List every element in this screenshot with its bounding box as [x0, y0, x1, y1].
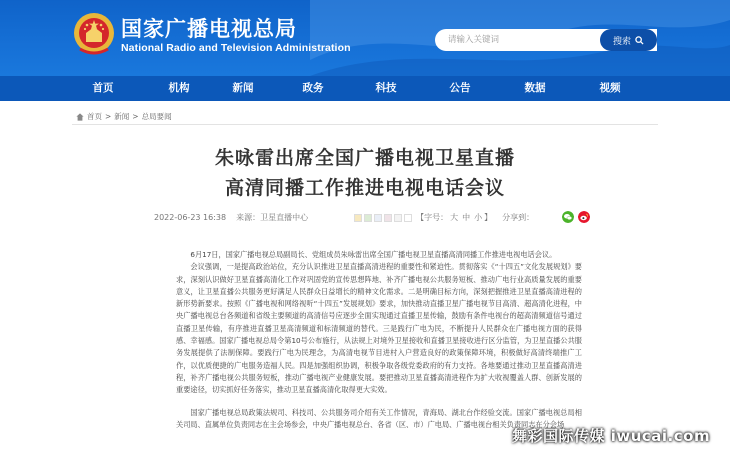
color-chip-pink[interactable]: [384, 214, 392, 222]
font-size-large[interactable]: 大: [450, 213, 459, 222]
breadcrumb-divider: [72, 124, 658, 125]
article-paragraph: 国家广播电视总局政策法规司、科技司、公共服务司介绍有关工作情况，青海局、湖北台作经验交流。国家广播电视总局相关司局、直属单位负责同志在主会场参会，中央广播电视总台、各省（区、市）广电局、广播电视台相关负责同志在分会场: [176, 407, 582, 429]
color-chip-white[interactable]: [404, 214, 412, 222]
nav-item-video[interactable]: 视频: [599, 82, 621, 94]
color-chip-yellow[interactable]: [354, 214, 362, 222]
nav-item-organization[interactable]: 机构: [168, 82, 190, 94]
font-size-medium[interactable]: 中: [462, 213, 471, 222]
share-label: 分享到：: [502, 213, 535, 222]
site-name-chinese[interactable]: 国家广播电视总局: [121, 17, 297, 41]
search-input[interactable]: [448, 31, 598, 49]
font-size-small[interactable]: 小: [474, 213, 483, 222]
article-paragraph: 会议强调，一是提高政治站位，充分认识推进卫星直播高清进程的重要性和紧迫性。贯彻落实《“十四五”文化发展规划》要求，深刻认识做好卫星直播高清化工作对巩固党的宣传思想阵地、补齐广播电视公共服务短板、推动广电行业高质量发展的重要意义，让卫星直播公共服务更好满足人民群众日益增长的精神文化需求。二是明确目标方向，深刻把握推进卫星直播高清进程的新形势新要求。按照《广播电视和网络视听“十四五”发展规划》要求，加快推动直播卫星广播电视节目高清、超高清化进程，中央广播电视总台各频道和省级主要频道的高清信号应逐步全面实现通过直播卫星传输，鼓励有条件电视台的超高清频道信号通过直播卫星传输，有序推进直播卫星高清频道和标清频道的替代。三是践行广电为民，不断提升人民群众在广播电视方面的获得感、幸福感。国家广播电视总局令第10号公布施行，从法规上对境外卫星接收和直播卫星接收进行区分监管，为卫星直播公共服务发展提供了法制保障。要践行广电为民理念，为高清电视节目进村入户营造良好的政策保障环境，积极做好高清终端推广工作，以优质便捷的广电服务造福人民。四是加强组织协调，积极争取各级党委政府的有力支持。各地要通过推动卫星直播高清进程，补齐广播电视公共服务短板，推动广播电视产业健康发展。要把推动卫星直播高清进程作为扩大收视覆盖人群、创新发展的重要途径，切实抓好任务落实，推动卫星直播高清化取得更大实效。: [176, 262, 582, 395]
breadcrumb-home[interactable]: 首页: [87, 112, 102, 121]
background-color-picker: [354, 214, 412, 222]
breadcrumb-nrta-news[interactable]: 总局要闻: [141, 112, 172, 121]
wechat-share-icon[interactable]: [562, 211, 574, 223]
breadcrumb-separator: >: [132, 112, 139, 121]
national-emblem-icon[interactable]: [72, 11, 116, 57]
article-paragraph: 6月17日，国家广播电视总局副局长、党组成员朱咏雷出席全国广播电视卫星直播高清同播工作推进电视电话会议。: [190, 250, 557, 259]
article-title-line-2: 高清同播工作推进电视电话会议: [224, 177, 505, 199]
font-size-control: [416, 212, 492, 223]
breadcrumb-separator: >: [105, 112, 112, 121]
article-source: 来源：卫星直播中心: [236, 213, 309, 222]
article-body: [176, 249, 582, 431]
color-chip-grey[interactable]: [394, 214, 402, 222]
site-name-english[interactable]: National Radio and Television Administration: [121, 42, 351, 54]
article-title-line-1: 朱咏雷出席全国广播电视卫星直播: [214, 147, 515, 169]
font-size-label: 【字号：: [416, 213, 449, 222]
main-nav: [0, 76, 730, 101]
search-button-label: 搜索: [612, 36, 631, 47]
nav-item-technology[interactable]: 科技: [375, 82, 397, 94]
home-icon: [76, 113, 84, 121]
color-chip-blue[interactable]: [374, 214, 382, 222]
nav-item-announcements[interactable]: 公告: [449, 82, 471, 94]
article-date: 2022-06-23 16:38: [154, 213, 227, 222]
weibo-share-icon[interactable]: [578, 211, 590, 223]
nav-item-data[interactable]: 数据: [524, 82, 546, 94]
nav-item-home[interactable]: 首页: [92, 82, 114, 94]
watermark-text: 舞彩国际传媒 iwucai.com: [512, 427, 711, 445]
breadcrumb: [76, 111, 172, 122]
font-size-end: 】: [484, 213, 493, 222]
nav-item-news[interactable]: 新闻: [232, 82, 254, 94]
nav-item-government-affairs[interactable]: 政务: [302, 82, 324, 94]
search-icon: [635, 36, 644, 45]
article-meta: [154, 212, 534, 223]
search-button[interactable]: [600, 29, 657, 51]
color-chip-green[interactable]: [364, 214, 372, 222]
breadcrumb-news[interactable]: 新闻: [114, 112, 130, 121]
